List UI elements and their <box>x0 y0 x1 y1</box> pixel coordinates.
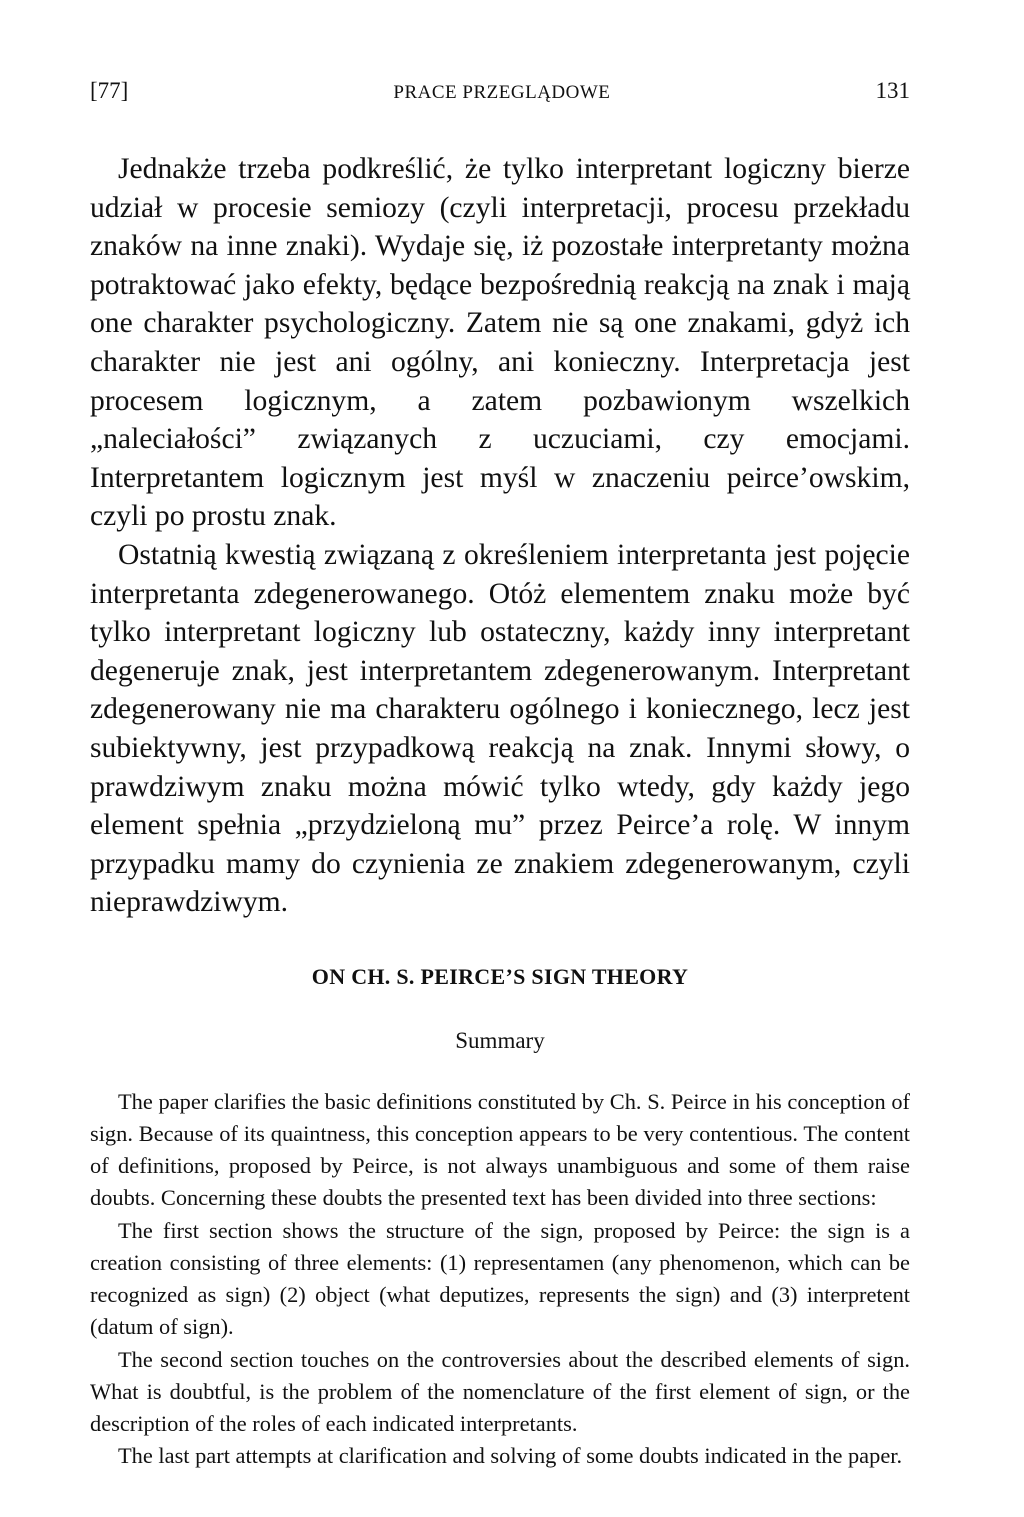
page <box>90 78 910 1472</box>
summary-text <box>90 1086 910 1472</box>
section-title: PRACE PRZEGLĄDOWE <box>393 82 611 103</box>
summary-paragraph: The paper clarifies the basic definitions constituted by Ch. S. Peirce in his conception of sign. Because of its quaintness, this conception appears to be very contentious. The content of definitions, proposed by Peirce, is not always unambiguous and some of them raise doubts. Concerning these doubts the presented text has been divided into three sections: <box>90 1088 910 1211</box>
body-text <box>90 150 910 922</box>
running-head <box>90 78 910 118</box>
summary-paragraph: The first section shows the structure of the sign, proposed by Peirce: the sign is a creation consisting of three elements: (1) representamen (any phenomenon, which can be recognized as sign) (2) object (what deputizes, represents the sign) and (3) interpretent (datum of sign). <box>90 1217 910 1340</box>
summary-paragraph: The second section touches on the controversies about the described elements of sign. What is doubtful, is the problem of the nomenclature of the first element of sign, or the description of the roles of each indicated interpretants. <box>90 1346 910 1436</box>
body-paragraph: Jednakże trzeba podkreślić, że tylko interpretant logiczny bierze udział w procesie semiozy (czyli interpretacji, procesu przekładu znaków na inne znaki). Wydaje się, iż pozostałe interpretanty można potraktować jako efekty, będące bezpośrednią reakcją na znak i mają one charakter psychologiczny. Zatem nie są one znakami, gdyż ich charakter nie jest ani ogólny, ani konieczny. Interpretacja jest procesem logicznym, a zatem pozbawionym wszelkich „naleciałości” związanych z uczuciami, czy emocjami. Interpretantem logicznym jest myśl w znaczeniu peirce’owskim, czyli po prostu znak. <box>90 153 910 533</box>
body-paragraph: Ostatnią kwestią związaną z określeniem interpretanta jest pojęcie interpretanta zdegenerowanego. Otóż elementem znaku może być tylko interpretant logiczny lub ostateczny, każdy inny interpretant degeneruje znak, jest interpretantem zdegenerowanym. Interpretant zdegenerowany nie ma charakteru ogólnego i koniecznego, lecz jest subiektywny, jest przypadkową reakcją na znak. Innymi słowy, o prawdziwym znaku można mówić tylko wtedy, gdy każdy jego element spełnia „przydzieloną mu” przez Peirce’a rolę. W innym przypadku mamy do czynienia ze znakiem zdegenerowanym, czyli nieprawdziwym. <box>90 538 910 919</box>
summary-title: ON CH. S. PEIRCE’S SIGN THEORY <box>311 963 689 989</box>
summary-label: Summary <box>455 1027 545 1053</box>
page-reference: [77] <box>90 78 129 103</box>
page-number: 131 <box>875 78 910 103</box>
summary-paragraph: The last part attempts at clarification and solving of some doubts indicated in the paper. <box>118 1443 903 1469</box>
